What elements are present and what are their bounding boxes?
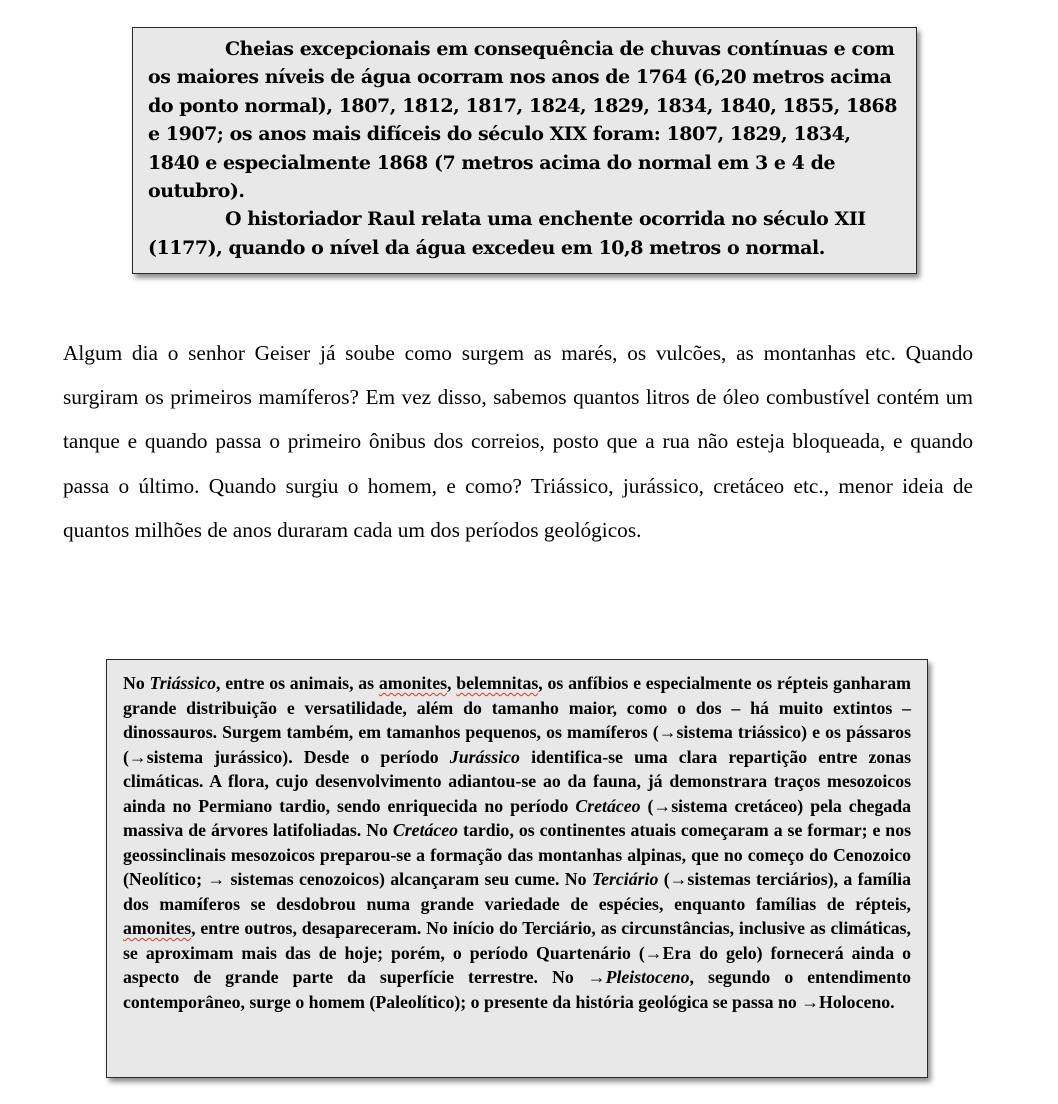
spellcheck-flagged-word[interactable]: amonites [378,673,448,693]
term-terciario: Terciário [591,869,659,889]
text-run: , segundo o entendimento contemporâneo, surge o homem (Paleolítico); o presente da história geológica se passa no →Holoceno. [123,967,911,1012]
text-run: tardio, os continentes atuais começaram a se formar; e nos geossinclinais mesozoicos preparou-se a formação das montanhas alpinas, que no começo do Cenozoico (Neolítico; → sistemas cenozoicos) alcançaram seu cume. No [123,820,911,889]
text-run: (→sistema cretáceo) pela chegada massiva de árvores latifoliadas. No [123,795,911,840]
term-cretaceo: Cretáceo [575,795,641,816]
spellcheck-flagged-word[interactable]: belemnitas [456,673,539,693]
flood-paragraph-1: Cheias excepcionais em consequência de chuvas contínuas e com os maiores níveis de água ocorram nos anos de 1764 (6,20 metros acima do ponto normal), 1807, 1812, 1817, 1824, 1829, 1834, 1840, 1855, 1868 e 1907; os anos mais difíceis do século XIX foram: 1807, 1829, 1834, 1840 e especialmente 1868 (7 metros acima do normal em 3 e 4 de outubro). [148,38,898,203]
geology-paragraph [123,671,911,1014]
term-pleistoceno: Pleistoceno [605,967,690,987]
term-jurassico: Jurássico [449,746,520,767]
text-run: No [123,673,150,693]
geology-text-box [106,659,928,1078]
text-run: identifica-se uma clara repartição entre zonas climáticas. A flora, cujo desenvolvimento adiantou-se ao da fauna, já demonstrara traços mesozoicos ainda no Permiano tardio, sendo enriquecida no período [123,746,912,816]
text-run: (→sistemas terciários), a família dos mamíferos se desdobrou numa grande variedade de espécies, enquanto famílias de répteis, [123,869,911,914]
text-run: , [447,673,457,693]
term-triassico: Triássico [149,673,217,693]
flood-paragraph-2: O historiador Raul relata uma enchente ocorrida no século XII (1177), quando o nível da água excedeu em 10,8 metros o normal. [148,208,866,259]
text-run: , entre outros, desapareceram. No início do Terciário, as circunstâncias, inclusive as climáticas, se aproximam mais das de hoje; porém, o período Quartenário (→Era do gelo) fornecerá ainda o aspecto de grande parte da superfície terrestre. No → [123,918,911,987]
body-paragraph: Algum dia o senhor Geiser já soube como surgem as marés, os vulcões, as montanhas etc. Quando surgiram os primeiros mamíferos? Em vez disso, sabemos quantos litros de óleo combustível contém um tanque e quando passa o primeiro ônibus dos correios, posto que a rua não esteja bloqueada, e quando passa o último. Quando surgiu o homem, e como? Triássico, jurássico, cretáceo etc., menor ideia de quantos milhões de anos duraram cada um dos períodos geológicos. [63,341,973,542]
text-run: , entre os animais, as [216,673,379,693]
flood-history-text-box [132,27,917,274]
text-run: , os anfíbios e especialmente os répteis ganharam grande distribuição e versatilidade, além do tamanho maior, como o dos – há muito extintos – dinossauros. Surgem também, em tamanhos pequenos, os mamíferos (→sistema triássico) e os pássaros (→sistema jurássico). Desde o período [123,673,911,767]
term-cretaceo: Cretáceo [392,820,459,840]
spellcheck-flagged-word[interactable]: amonites [123,918,192,938]
